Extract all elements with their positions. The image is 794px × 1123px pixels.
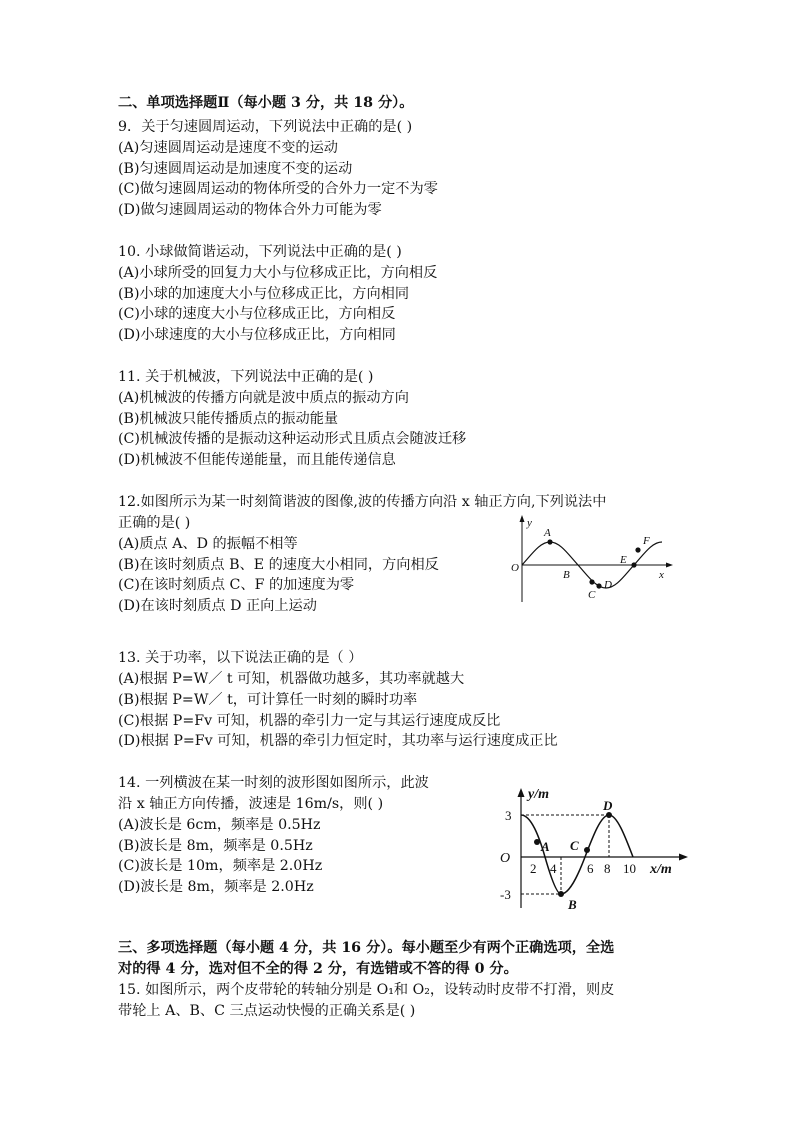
- q9-option-c: (C)做匀速圆周运动的物体所受的合外力一定不为零: [118, 181, 438, 197]
- q12-option-a: (A)质点 A、D 的振幅不相等: [118, 536, 298, 552]
- q10-option-d: (D)小球速度的大小与位移成正比，方向相同: [118, 327, 396, 343]
- q14-option-d: (D)波长是 8m，频率是 2.0Hz: [118, 879, 314, 895]
- q14-label-b: B: [568, 897, 577, 912]
- q14-option-a: (A)波长是 6cm，频率是 0.5Hz: [118, 817, 321, 833]
- q12-label-a: A: [544, 527, 551, 539]
- q10-option-b: (B)小球的加速度大小与位移成正比，方向相同: [118, 286, 410, 302]
- q14-origin-label: O: [500, 851, 511, 866]
- q14-point-b-marker: [558, 891, 564, 897]
- q14-point-c-marker: [584, 847, 590, 853]
- q12-label-d: D: [604, 579, 612, 591]
- q12-label-e: E: [620, 554, 627, 566]
- q14-x-tick-10: 10: [623, 861, 636, 876]
- q12-point-e-marker: [631, 562, 636, 567]
- q13-option-d: (D)根据 P=Fv 可知，机器的牵引力恒定时，其功率与运行速度成正比: [118, 733, 558, 749]
- q14-option-b: (B)波长是 8m，频率是 0.5Hz: [118, 838, 313, 854]
- q14-stem-line-1: 14. 一列横波在某一时刻的波形图如图所示，此波: [118, 775, 429, 791]
- q14-stem-line-2: 沿 x 轴正方向传播，波速是 16m/s，则( ): [118, 796, 384, 812]
- q14-x-tick-6: 6: [587, 861, 594, 876]
- q12-option-d: (D)在该时刻质点 D 正向上运动: [118, 598, 317, 614]
- q12-stem-line-1: 12.如图所示为某一时刻简谐波的图像,波的传播方向沿 x 轴正方向,下列说法中: [118, 494, 607, 510]
- section-2-heading: 二、单项选择题Ⅱ（每小题 3 分，共 18 分）。: [118, 95, 414, 111]
- q13-option-a: (A)根据 P=W／ t 可知，机器做功越多，其功率就越大: [118, 671, 465, 687]
- q12-label-f: F: [643, 535, 650, 547]
- q9-option-b: (B)匀速圆周运动是加速度不变的运动: [118, 161, 353, 177]
- q15-stem-line-1: 15. 如图所示，两个皮带轮的转轴分别是 O₁和 O₂，设转动时皮带不打滑，则皮: [118, 982, 615, 998]
- q12-point-a-marker: [547, 539, 552, 544]
- q14-y-tick-neg3: -3: [500, 887, 511, 902]
- q9-option-a: (A)匀速圆周运动是速度不变的运动: [118, 140, 338, 156]
- q14-axis-x-label: x/m: [650, 862, 672, 877]
- q12-point-d-marker: [596, 583, 601, 588]
- q12-stem-line-2: 正确的是( ): [118, 515, 191, 531]
- q14-axis-y-label: y/m: [528, 787, 549, 802]
- q11-stem: 11. 关于机械波，下列说法中正确的是( ): [118, 369, 374, 385]
- q11-option-c: (C)机械波传播的是振动这种运动形式且质点会随波迁移: [118, 431, 467, 447]
- q14-x-tick-2: 2: [530, 861, 537, 876]
- q14-label-c: C: [570, 838, 579, 853]
- q15-stem-line-2: 带轮上 A、B、C 三点运动快慢的正确关系是( ): [118, 1003, 416, 1019]
- q12-axis-y-label: y: [527, 517, 532, 529]
- q12-origin-label: O: [511, 562, 519, 574]
- q12-label-c: C: [588, 589, 596, 601]
- q9-stem: 9．关于匀速圆周运动，下列说法中正确的是( ): [118, 119, 413, 135]
- q14-point-a-marker: [534, 839, 540, 845]
- section-3-heading-line-1: 三、多项选择题（每小题 4 分，共 16 分）。每小题至少有两个正确选项，全选: [118, 940, 615, 956]
- q12-point-c-marker: [589, 579, 594, 584]
- q14-wave-figure: [492, 778, 692, 914]
- q12-option-b: (B)在该时刻质点 B、E 的速度大小相同，方向相反: [118, 557, 439, 573]
- q10-stem: 10. 小球做简谐运动，下列说法中正确的是( ): [118, 244, 402, 260]
- q11-option-d: (D)机械波不但能传递能量，而且能传递信息: [118, 452, 396, 468]
- q14-label-a: A: [541, 839, 550, 854]
- q13-stem: 13. 关于功率，以下说法正确的是（ ）: [118, 650, 363, 666]
- section-3-heading-line-2: 对的得 4 分，选对但不全的得 2 分，有选错或不答的得 0 分。: [118, 961, 518, 977]
- q14-x-tick-8: 8: [604, 861, 611, 876]
- q12-option-c: (C)在该时刻质点 C、F 的加速度为零: [118, 577, 355, 593]
- q14-x-tick-4: 4: [550, 861, 557, 876]
- q13-option-b: (B)根据 P=W／ t，可计算任一时刻的瞬时功率: [118, 692, 418, 708]
- q12-axis-x-label: x: [659, 569, 664, 581]
- q12-point-f-marker: [635, 547, 640, 552]
- q10-option-c: (C)小球的速度大小与位移成正比，方向相反: [118, 306, 396, 322]
- q11-option-a: (A)机械波的传播方向就是波中质点的振动方向: [118, 390, 409, 406]
- q9-option-d: (D)做匀速圆周运动的物体合外力可能为零: [118, 202, 382, 218]
- q14-label-d: D: [603, 798, 613, 813]
- q14-option-c: (C)波长是 10m，频率是 2.0Hz: [118, 858, 323, 874]
- q12-wave-figure: [508, 514, 674, 606]
- q14-y-tick-3: 3: [505, 808, 512, 823]
- q10-option-a: (A)小球所受的回复力大小与位移成正比，方向相反: [118, 265, 438, 281]
- q11-option-b: (B)机械波只能传播质点的振动能量: [118, 411, 339, 427]
- q12-label-b: B: [563, 569, 570, 581]
- q13-option-c: (C)根据 P=Fv 可知，机器的牵引力一定与其运行速度成反比: [118, 713, 501, 729]
